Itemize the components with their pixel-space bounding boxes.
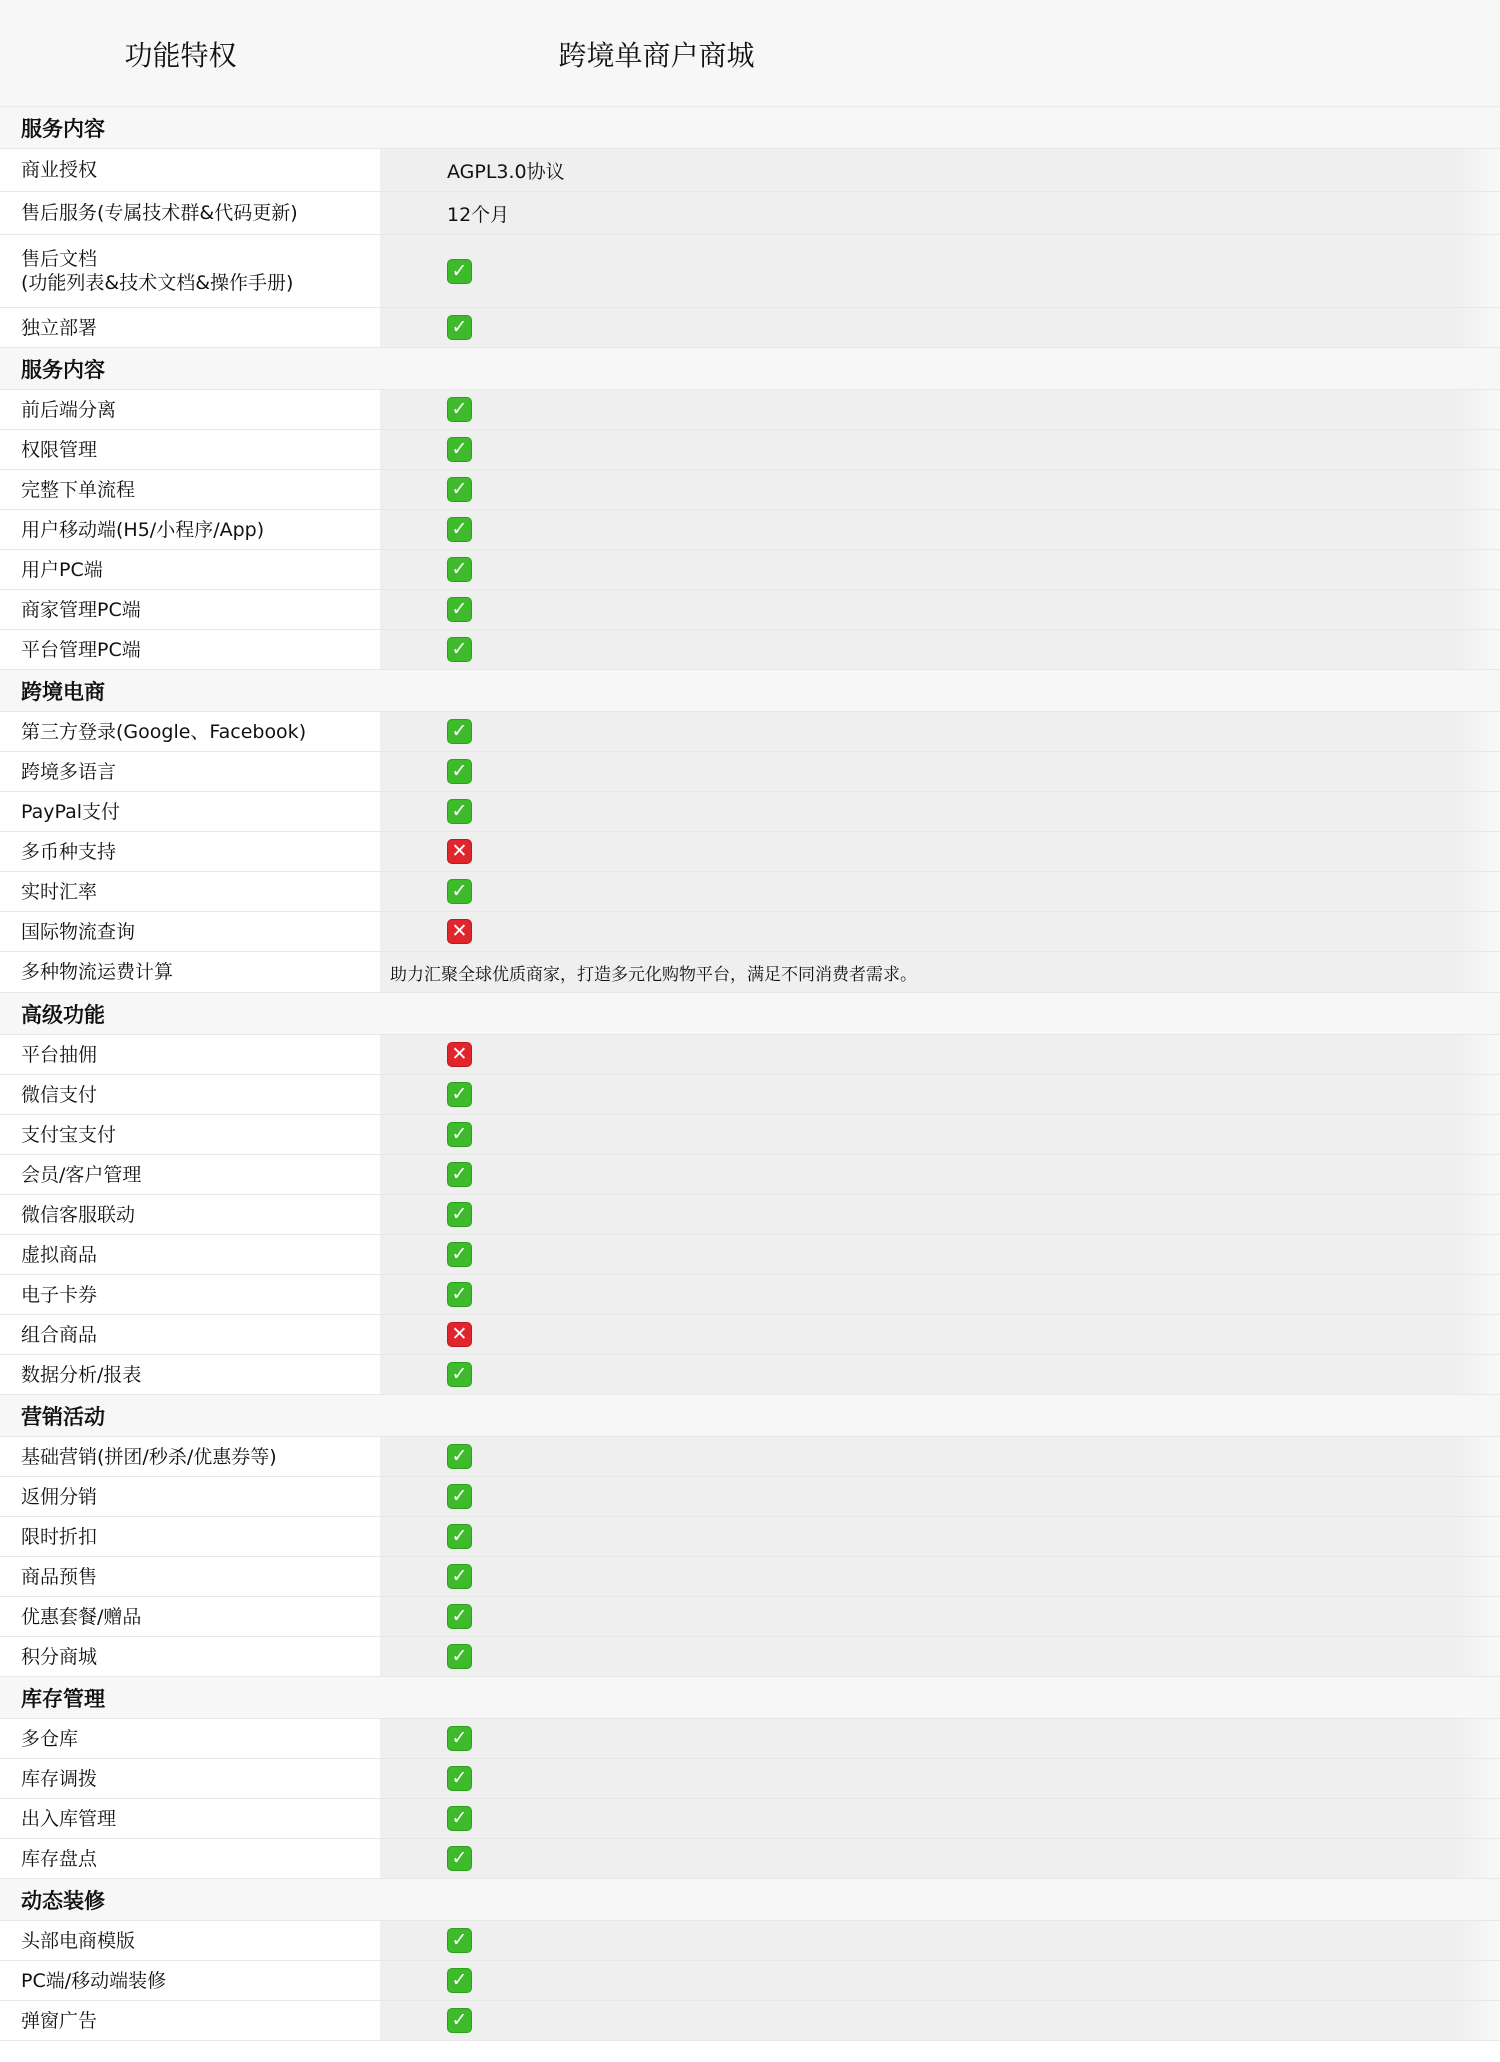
- feature-value: [380, 792, 1500, 831]
- feature-value: [380, 1315, 1500, 1354]
- red-cross-box-icon: ✕: [447, 1322, 472, 1347]
- table-row: [0, 1195, 1500, 1235]
- table-row: [0, 1035, 1500, 1075]
- feature-label: 积分商城: [21, 1645, 98, 1668]
- green-check-box-icon: ✓: [447, 1242, 472, 1267]
- feature-value: [380, 550, 1500, 589]
- feature-value: [380, 630, 1500, 669]
- green-check-box-icon: ✓: [447, 1122, 472, 1147]
- green-check-box-icon: ✓: [447, 1604, 472, 1629]
- green-check-box-icon: ✓: [447, 1846, 472, 1871]
- feature-value: [380, 2001, 1500, 2040]
- table-row: [0, 149, 1500, 192]
- red-cross-box-icon: ✕: [447, 919, 472, 944]
- table-row: [0, 1075, 1500, 1115]
- feature-column-header: 功能特权: [124, 39, 237, 72]
- table-row: [0, 872, 1500, 912]
- table-row: [0, 952, 1500, 993]
- feature-label: 售后文档 (功能列表&技术文档&操作手册): [21, 248, 294, 294]
- table-row: [0, 430, 1500, 470]
- feature-label: 支付宝支付: [21, 1123, 117, 1146]
- feature-value: [380, 1355, 1500, 1394]
- green-check-box-icon: ✓: [447, 1564, 472, 1589]
- table-row: [0, 2001, 1500, 2041]
- feature-value: [380, 1961, 1500, 2000]
- table-row: [0, 630, 1500, 670]
- feature-label: 平台管理PC端: [21, 638, 141, 661]
- green-check-box-icon: ✓: [447, 1726, 472, 1751]
- green-check-box-icon: ✓: [447, 1162, 472, 1187]
- green-check-box-icon: ✓: [447, 1806, 472, 1831]
- feature-value: [380, 235, 1500, 307]
- feature-label: 出入库管理: [21, 1807, 117, 1830]
- table-header: [0, 0, 1500, 107]
- feature-value: [380, 1155, 1500, 1194]
- feature-value: [380, 1195, 1500, 1234]
- feature-label: 完整下单流程: [21, 478, 136, 501]
- feature-value: [380, 1921, 1500, 1960]
- feature-value: [380, 1799, 1500, 1838]
- green-check-box-icon: ✓: [447, 1202, 472, 1227]
- green-check-box-icon: ✓: [447, 1524, 472, 1549]
- feature-label: 限时折扣: [21, 1525, 98, 1548]
- feature-value: [380, 1035, 1500, 1074]
- feature-label: 库存盘点: [21, 1847, 98, 1870]
- table-row: [0, 712, 1500, 752]
- table-row: [0, 1155, 1500, 1195]
- feature-label: 商家管理PC端: [21, 598, 141, 621]
- feature-value: [380, 510, 1500, 549]
- feature-label: 组合商品: [21, 1323, 98, 1346]
- green-check-box-icon: ✓: [447, 1968, 472, 1993]
- table-row: [0, 1517, 1500, 1557]
- table-row: [0, 192, 1500, 235]
- green-check-box-icon: ✓: [447, 1484, 472, 1509]
- feature-label: 用户移动端(H5/小程序/App): [21, 518, 265, 541]
- feature-label: 第三方登录(Google、Facebook): [21, 720, 307, 743]
- product-column-header: 跨境单商户商城: [558, 39, 755, 72]
- section-heading: 库存管理: [0, 1677, 1500, 1719]
- green-check-box-icon: ✓: [447, 1928, 472, 1953]
- green-check-box-icon: ✓: [447, 557, 472, 582]
- feature-label: 会员/客户管理: [21, 1163, 142, 1186]
- red-cross-box-icon: ✕: [447, 1042, 472, 1067]
- table-row: [0, 308, 1500, 348]
- feature-value: [380, 470, 1500, 509]
- feature-value: [380, 1235, 1500, 1274]
- feature-label: 多仓库: [21, 1727, 79, 1750]
- feature-value: [380, 1275, 1500, 1314]
- feature-label: 虚拟商品: [21, 1243, 98, 1266]
- feature-value: [380, 590, 1500, 629]
- feature-label: 用户PC端: [21, 558, 103, 581]
- table-row: [0, 1839, 1500, 1879]
- feature-label: 平台抽佣: [21, 1043, 98, 1066]
- feature-label: 头部电商模版: [21, 1929, 136, 1952]
- feature-label: 跨境多语言: [21, 760, 117, 783]
- green-check-box-icon: ✓: [447, 2008, 472, 2033]
- green-check-box-icon: ✓: [447, 1362, 472, 1387]
- green-check-box-icon: ✓: [447, 517, 472, 542]
- table-row: [0, 1597, 1500, 1637]
- green-check-box-icon: ✓: [447, 1282, 472, 1307]
- feature-label: 电子卡券: [21, 1283, 98, 1306]
- feature-label: PayPal支付: [21, 800, 121, 823]
- table-row: [0, 1437, 1500, 1477]
- table-row: [0, 832, 1500, 872]
- feature-value: AGPL3.0协议: [380, 149, 1500, 191]
- table-row: [0, 1235, 1500, 1275]
- green-check-box-icon: ✓: [447, 719, 472, 744]
- feature-value: [380, 1637, 1500, 1676]
- feature-label: 库存调拨: [21, 1767, 98, 1790]
- green-check-box-icon: ✓: [447, 799, 472, 824]
- feature-label: 前后端分离: [21, 398, 117, 421]
- green-check-box-icon: ✓: [447, 397, 472, 422]
- table-row: [0, 1961, 1500, 2001]
- feature-label: 商品预售: [21, 1565, 98, 1588]
- feature-value: [380, 832, 1500, 871]
- feature-value: 12个月: [380, 192, 1500, 234]
- section-heading: 服务内容: [0, 348, 1500, 390]
- feature-label: 弹窗广告: [21, 2009, 98, 2032]
- feature-label: 返佣分销: [21, 1485, 98, 1508]
- feature-label: 实时汇率: [21, 880, 98, 903]
- feature-label: 权限管理: [21, 438, 98, 461]
- feature-label: 多币种支持: [21, 840, 117, 863]
- feature-label: 数据分析/报表: [21, 1363, 142, 1386]
- section-heading: 跨境电商: [0, 670, 1500, 712]
- feature-value: [380, 1477, 1500, 1516]
- table-row: [0, 1355, 1500, 1395]
- feature-label: 优惠套餐/赠品: [21, 1605, 142, 1628]
- feature-value: [380, 1719, 1500, 1758]
- green-check-box-icon: ✓: [447, 437, 472, 462]
- feature-value: [380, 430, 1500, 469]
- table-row: [0, 1719, 1500, 1759]
- feature-label: 国际物流查询: [21, 920, 136, 943]
- feature-label: 商业授权: [21, 159, 98, 181]
- table-row: [0, 1275, 1500, 1315]
- green-check-box-icon: ✓: [447, 759, 472, 784]
- feature-label: 售后服务(专属技术群&代码更新): [21, 202, 298, 224]
- feature-label: 独立部署: [21, 316, 98, 339]
- feature-value: [380, 1517, 1500, 1556]
- section-heading: 营销活动: [0, 1395, 1500, 1437]
- feature-value: [380, 1115, 1500, 1154]
- table-row: [0, 1759, 1500, 1799]
- green-check-box-icon: ✓: [447, 1644, 472, 1669]
- feature-value: [380, 1437, 1500, 1476]
- feature-label: 多种物流运费计算: [21, 961, 174, 983]
- green-check-box-icon: ✓: [447, 477, 472, 502]
- table-row: [0, 1115, 1500, 1155]
- table-row: [0, 1477, 1500, 1517]
- table-row: [0, 390, 1500, 430]
- green-check-box-icon: ✓: [447, 1766, 472, 1791]
- table-row: [0, 510, 1500, 550]
- feature-value: 助力汇聚全球优质商家，打造多元化购物平台，满足不同消费者需求。: [380, 952, 1500, 992]
- green-check-box-icon: ✓: [447, 259, 472, 284]
- green-check-box-icon: ✓: [447, 1444, 472, 1469]
- table-row: [0, 1637, 1500, 1677]
- table-row: [0, 752, 1500, 792]
- feature-value: [380, 308, 1500, 347]
- table-row: [0, 470, 1500, 510]
- table-row: [0, 912, 1500, 952]
- green-check-box-icon: ✓: [447, 637, 472, 662]
- section-heading: 服务内容: [0, 107, 1500, 149]
- feature-value: [380, 1075, 1500, 1114]
- section-heading: 动态装修: [0, 1879, 1500, 1921]
- table-row: [0, 792, 1500, 832]
- table-row: [0, 1557, 1500, 1597]
- feature-value: [380, 712, 1500, 751]
- section-heading: 高级功能: [0, 993, 1500, 1035]
- feature-value: [380, 1759, 1500, 1798]
- feature-value: [380, 1557, 1500, 1596]
- feature-value: [380, 1839, 1500, 1878]
- feature-label: 微信客服联动: [21, 1203, 136, 1226]
- green-check-box-icon: ✓: [447, 879, 472, 904]
- feature-label: 微信支付: [21, 1083, 98, 1106]
- feature-value: [380, 1597, 1500, 1636]
- comparison-table: [0, 107, 1500, 2041]
- red-cross-box-icon: ✕: [447, 839, 472, 864]
- green-check-box-icon: ✓: [447, 1082, 472, 1107]
- table-row: [0, 235, 1500, 308]
- feature-value: [380, 390, 1500, 429]
- feature-value: [380, 752, 1500, 791]
- green-check-box-icon: ✓: [447, 597, 472, 622]
- table-row: [0, 1921, 1500, 1961]
- feature-value: [380, 872, 1500, 911]
- table-row: [0, 1315, 1500, 1355]
- feature-value: [380, 912, 1500, 951]
- feature-label: PC端/移动端装修: [21, 1969, 167, 1992]
- green-check-box-icon: ✓: [447, 315, 472, 340]
- table-row: [0, 1799, 1500, 1839]
- feature-label: 基础营销(拼团/秒杀/优惠券等): [21, 1445, 277, 1468]
- table-row: [0, 550, 1500, 590]
- table-row: [0, 590, 1500, 630]
